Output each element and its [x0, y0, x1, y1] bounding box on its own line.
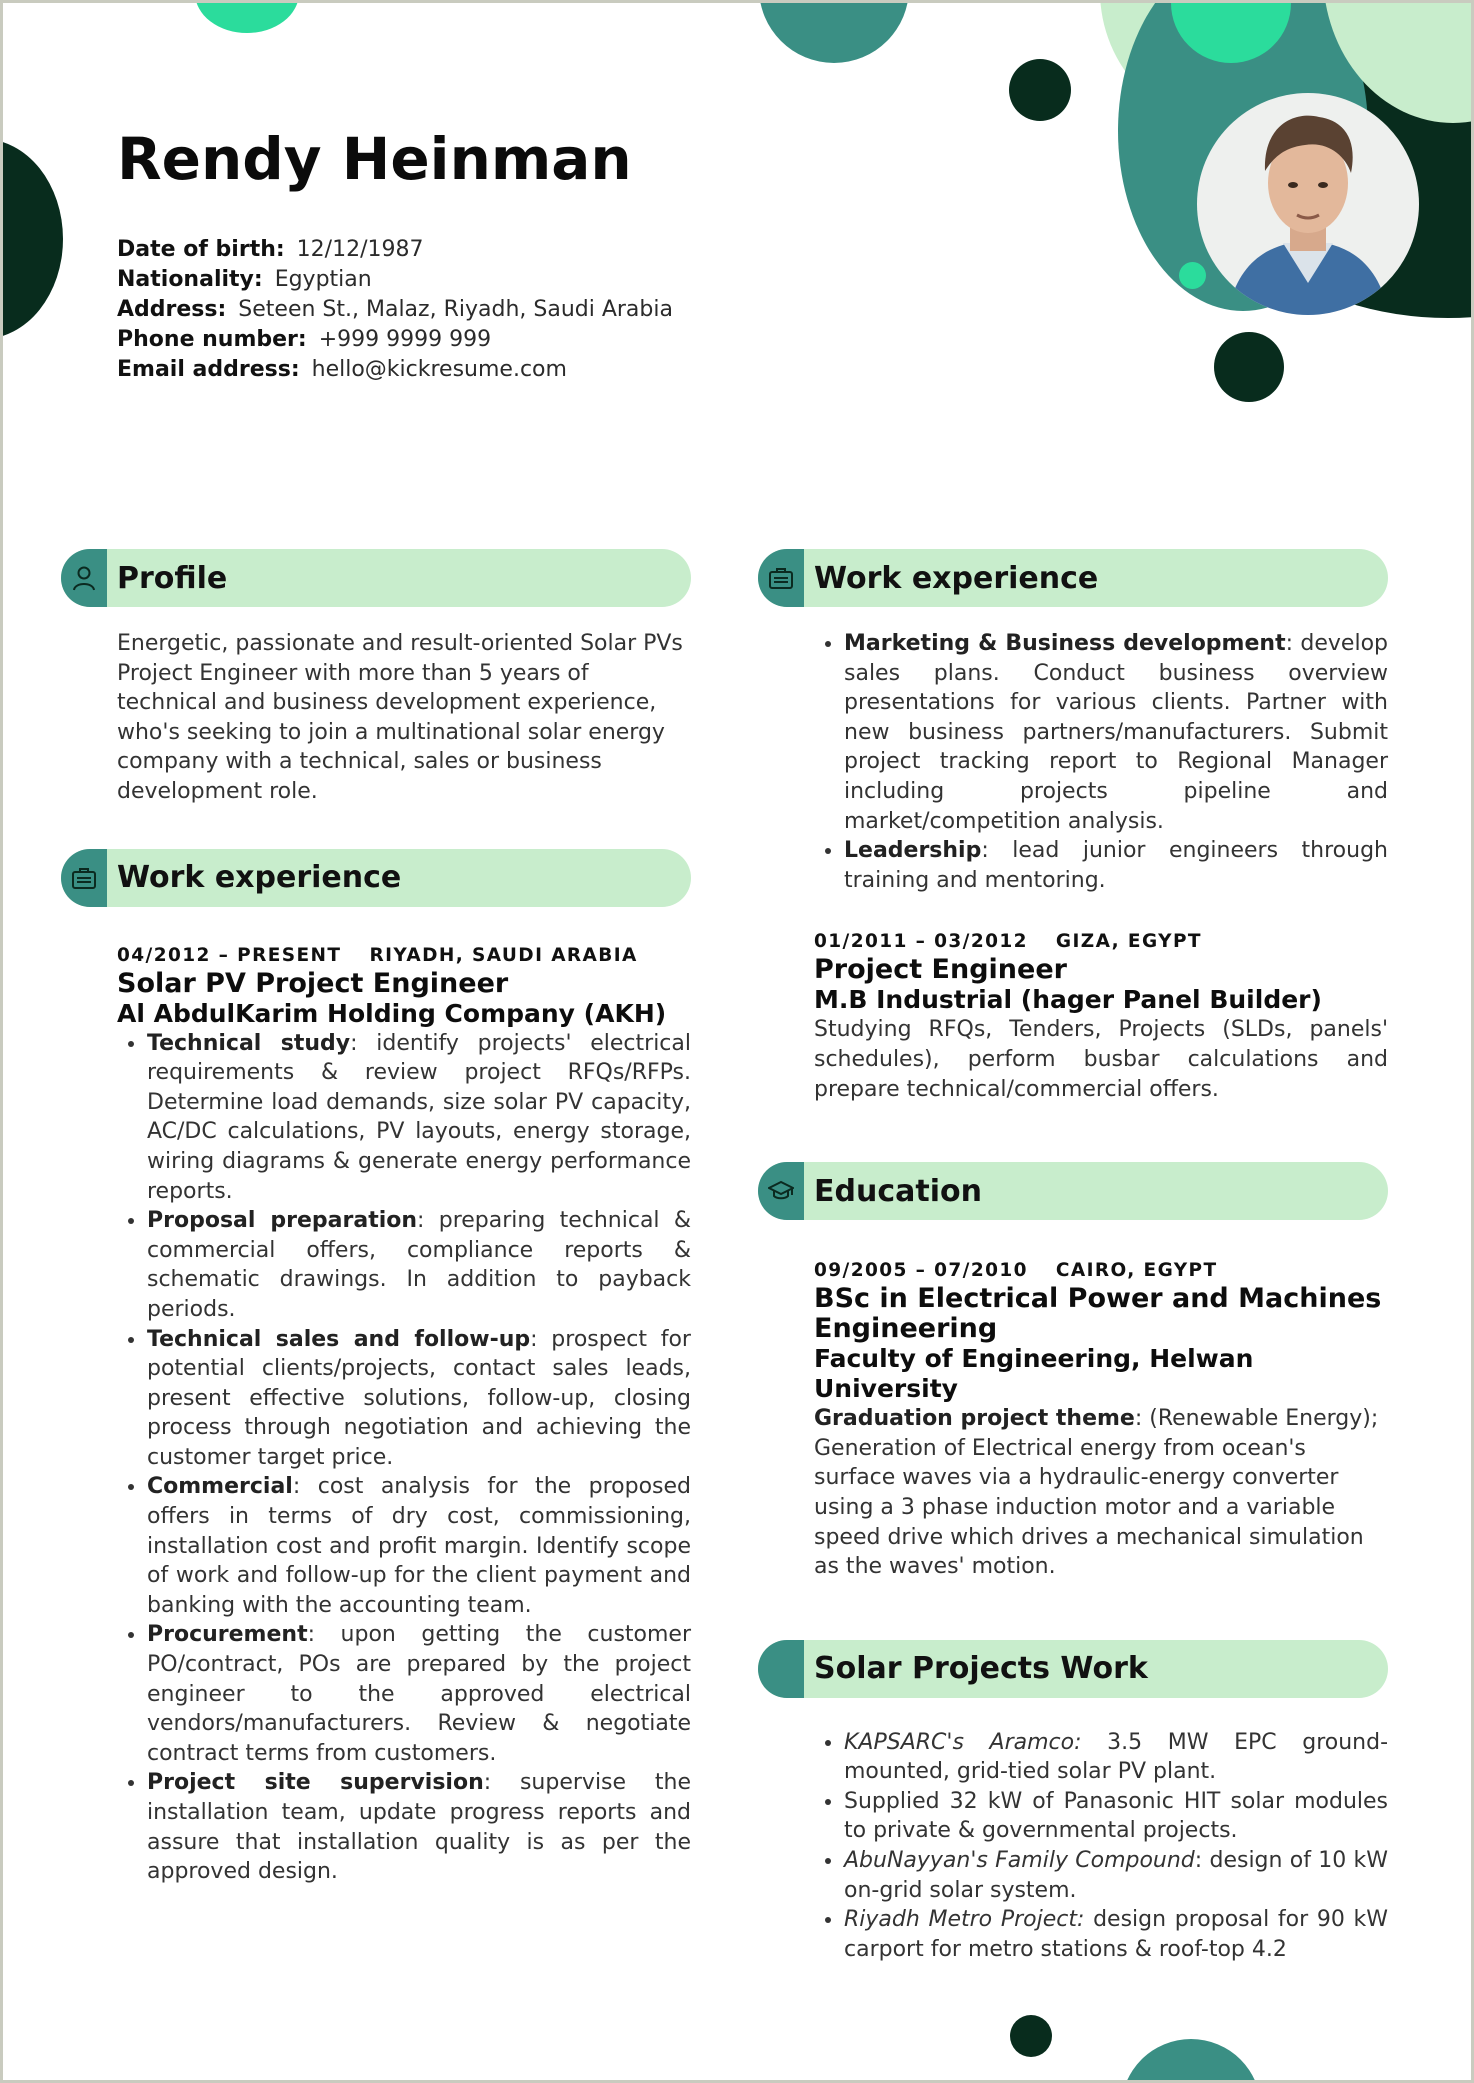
info-value: Egyptian: [274, 267, 372, 292]
job-location: RIYADH, SAUDI ARABIA: [369, 944, 638, 966]
list-item: [844, 629, 1388, 836]
duty-text: : prospect for potential clients/projects, contact sales leads, present effective solutions, follow-up, closing process through negotiation and achieving the customer target price.: [147, 1326, 691, 1470]
info-value: hello@kickresume.com: [311, 357, 567, 382]
deco-circle: [1010, 2015, 1052, 2057]
personal-info: [117, 235, 673, 385]
left-column: [61, 549, 691, 1887]
list-item: [147, 1768, 691, 1886]
duty-text: : identify projects' electrical requirements & review project RFQs/RFPs. Determine load demands, size solar PV capacity, AC/DC calculations, PV layouts, energy storage, wiring diagrams & generate energy performance reports.: [147, 1030, 691, 1204]
profile-text: Energetic, passionate and result-oriented Solar PVs Project Engineer with more than 5 years of technical and business development experience, who's seeking to join a multinational solar energy company with a technical, sales or business development role.: [117, 631, 683, 804]
section-body: [758, 1220, 1388, 1582]
info-label: Email address:: [117, 357, 300, 382]
info-label: Phone number:: [117, 327, 307, 352]
work-experience-section: [61, 849, 691, 1887]
job-role: Project Engineer: [814, 954, 1067, 986]
deco-circle: [195, 0, 299, 33]
list-item: [844, 1846, 1388, 1905]
duty-text: : supervise the installation team, update progress reports and assure that installation quality is as per the approved design.: [147, 1770, 691, 1885]
duty-key: Project site supervision: [147, 1770, 484, 1796]
section-body: [758, 1698, 1388, 1965]
edu-theme-text: : (Renewable Energy); Generation of Electrical energy from ocean's surface waves via a hydraulic-energy converter using a 3 phase induction motor and a variable speed drive which drives a mechanical simulation as the waves' motion.: [814, 1406, 1379, 1580]
list-item: [844, 836, 1388, 895]
graduation-cap-icon: [758, 1162, 804, 1220]
info-row: [117, 355, 673, 385]
section-body: [61, 607, 691, 807]
project-text: Supplied 32 kW of Panasonic HIT solar modules to private & governmental projects.: [844, 1788, 1388, 1844]
list-item: [844, 1905, 1388, 1964]
section-header: [758, 549, 1388, 607]
list-item: [844, 1728, 1388, 1787]
list-item: [147, 1206, 691, 1324]
info-value: +999 9999 999: [318, 327, 492, 352]
duty-text: : develop sales plans. Conduct business overview presentations for various clients. Partner with new business partners/manufacturers. Submit project tracking report to Regional Manager including projects pipeline and market/competition analysis.: [844, 631, 1388, 834]
work-experience-section: [758, 549, 1388, 1104]
list-item: [147, 1325, 691, 1473]
duty-key: Procurement: [147, 1622, 308, 1648]
right-column: [758, 549, 1388, 1964]
info-row: [117, 325, 673, 355]
job-company: M.B Industrial (hager Panel Builder): [814, 985, 1322, 1015]
avatar: [1197, 93, 1419, 315]
edu-location: CAIRO, EGYPT: [1055, 1260, 1218, 1282]
job-role: Solar PV Project Engineer: [117, 967, 509, 999]
section-header: [61, 549, 691, 607]
job-date: 01/2011 – 03/2012: [814, 931, 1028, 953]
job-meta: [117, 943, 691, 969]
deco-circle: [1121, 2039, 1261, 2083]
info-row: [117, 265, 673, 295]
section-body: [61, 907, 691, 1887]
edu-meta: [814, 1258, 1388, 1284]
briefcase-icon: [758, 549, 804, 607]
list-item: [844, 1787, 1388, 1846]
edu-theme-label: Graduation project theme: [814, 1406, 1135, 1432]
job-location: GIZA, EGYPT: [1055, 931, 1202, 953]
section-tab-icon: [758, 1640, 804, 1698]
job-date: 04/2012 – PRESENT: [117, 944, 342, 966]
profile-section: [61, 549, 691, 807]
duty-key: Leadership: [844, 838, 982, 864]
job-company: Al AbdulKarim Holding Company (AKH): [117, 998, 667, 1028]
section-title: Education: [814, 1173, 982, 1209]
project-text: design proposal for 90 kW carport for metro stations & roof-top 4.2: [844, 1907, 1389, 1962]
briefcase-icon: [61, 849, 107, 907]
deco-circle: [1009, 59, 1071, 121]
info-label: Nationality:: [117, 267, 263, 292]
edu-degree: BSc in Electrical Power and Machines Engineering: [814, 1283, 1382, 1345]
info-row: [117, 235, 673, 265]
info-value: 12/12/1987: [296, 237, 424, 262]
info-label: Date of birth:: [117, 237, 285, 262]
deco-circle: [1214, 332, 1284, 402]
duty-key: Marketing & Business development: [844, 631, 1286, 656]
project-name: Riyadh Metro Project:: [844, 1907, 1085, 1933]
section-header: [758, 1640, 1388, 1698]
info-row: [117, 295, 673, 325]
project-name: AbuNayyan's Family Compound: [844, 1848, 1195, 1874]
section-body: [758, 607, 1388, 1104]
job-description: Studying RFQs, Tenders, Projects (SLDs, panels' schedules), perform busbar calculations and prepare technical/commercial offers.: [814, 1017, 1388, 1102]
duty-text: : cost analysis for the proposed offers in terms of dry cost, commissioning, installation cost and profit margin. Identify scope of work and follow-up for the client payment and banking with the accounting team.: [147, 1474, 691, 1618]
deco-circle: [0, 139, 63, 339]
project-text: : design of 10 kW on-grid solar system.: [844, 1848, 1388, 1903]
edu-date: 09/2005 – 07/2010: [814, 1260, 1028, 1282]
person-icon: [61, 549, 107, 607]
list-item: [147, 1472, 691, 1620]
section-title: Work experience: [117, 860, 402, 896]
candidate-name: Rendy Heinman: [117, 125, 632, 193]
section-title: Solar Projects Work: [814, 1651, 1148, 1687]
duty-key: Technical study: [147, 1030, 351, 1056]
info-label: Address:: [117, 297, 227, 322]
education-section: [758, 1162, 1388, 1582]
deco-circle: [1179, 262, 1206, 289]
list-item: [147, 1029, 691, 1207]
solar-projects-section: [758, 1640, 1388, 1965]
projects-list: [814, 1728, 1388, 1965]
section-title: Profile: [117, 560, 228, 596]
edu-theme: [814, 1404, 1388, 1582]
info-value: Seteen St., Malaz, Riyadh, Saudi Arabia: [238, 297, 673, 322]
project-name: KAPSARC's Aramco:: [844, 1729, 1082, 1755]
duty-text: : lead junior engineers through training and mentoring.: [844, 838, 1388, 893]
edu-school: Faculty of Engineering, Helwan University: [814, 1344, 1254, 1404]
duty-text: : preparing technical & commercial offers, compliance reports & schematic drawings. In addition to payback periods.: [147, 1208, 691, 1322]
section-header: [758, 1162, 1388, 1220]
duty-key: Proposal preparation: [147, 1208, 418, 1234]
job-meta: [814, 929, 1388, 955]
deco-circle: [759, 0, 909, 63]
avatar-portrait-icon: [1197, 93, 1419, 315]
duty-key: Commercial: [147, 1474, 293, 1500]
duty-text: : upon getting the customer PO/contract, POs are prepared by the project engineer to the approved electrical vendors/manufacturers. Review & negotiate contract terms from customers.: [147, 1622, 691, 1766]
list-item: [147, 1620, 691, 1768]
job-duties: [814, 629, 1388, 895]
duty-key: Technical sales and follow-up: [147, 1326, 531, 1352]
section-header: [61, 849, 691, 907]
project-text: 3.5 MW EPC ground-mounted, grid-tied solar PV plant.: [844, 1729, 1389, 1785]
job-duties: [117, 1029, 691, 1887]
section-title: Work experience: [814, 560, 1099, 596]
